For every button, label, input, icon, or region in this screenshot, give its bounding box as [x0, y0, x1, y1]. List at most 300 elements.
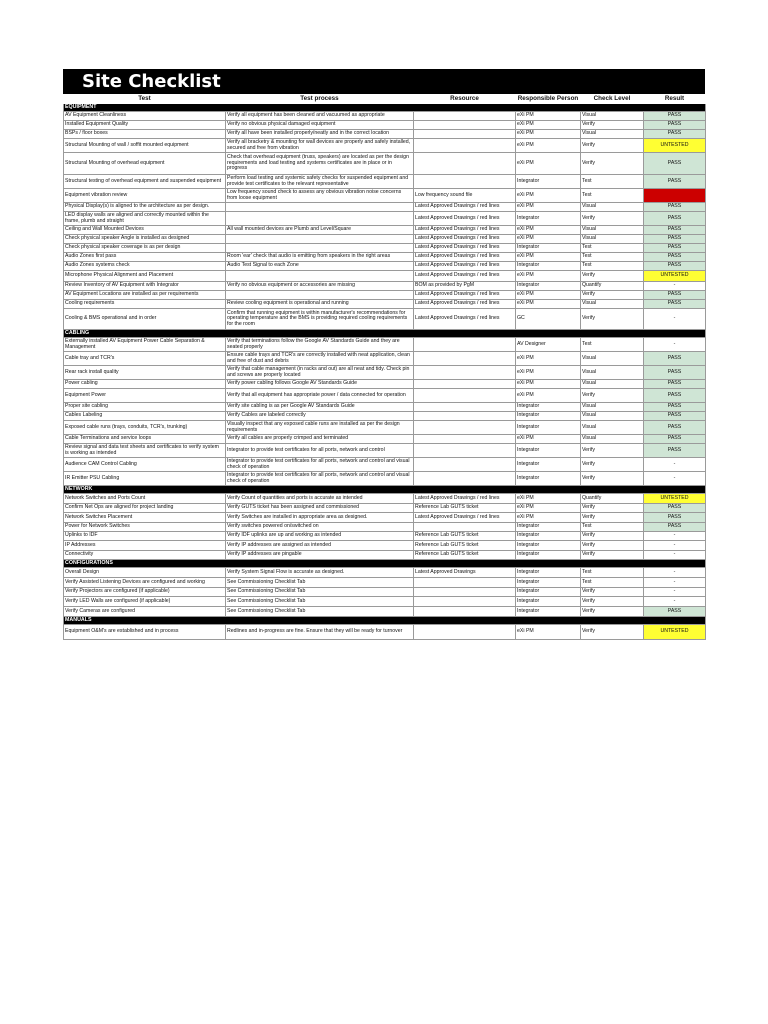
cell-result: PASS	[644, 380, 706, 389]
cell-test: Audio Zones first pass	[64, 253, 226, 262]
cell-test: Cable Terminations and service loops	[64, 435, 226, 444]
cell-resource: Latest Approved Drawings / red lines	[414, 494, 516, 504]
cell-check-level: Visual	[581, 435, 644, 444]
cell-result: PASS	[644, 203, 706, 212]
cell-test: Review signal and data test sheets and certificates to verify system is working as intended	[64, 444, 226, 458]
cell-test: Review Inventory of AV Equipment with Integrator	[64, 282, 226, 291]
cell-responsible-person: eXi PM	[516, 625, 581, 640]
cell-result: PASS	[644, 121, 706, 130]
cell-test-process: Audio Test Signal to each Zone	[226, 262, 414, 271]
cell-resource	[414, 121, 516, 130]
cell-result: PASS	[644, 235, 706, 244]
cell-test: Power for Network Switches	[64, 523, 226, 532]
cell-test-process: Review cooling equipment is operational and running	[226, 300, 414, 309]
cell-check-level: Verify	[581, 291, 644, 300]
site-checklist-sheet	[63, 69, 705, 640]
cell-responsible-person: Integrator	[516, 607, 581, 617]
cell-result: PASS	[644, 412, 706, 421]
cell-test: Exposed cable runs (trays, conduits, TCR's, trunking)	[64, 421, 226, 435]
cell-check-level: Visual	[581, 226, 644, 235]
cell-test-process	[226, 203, 414, 212]
table-row	[64, 568, 706, 578]
cell-result: -	[644, 578, 706, 588]
table-row	[64, 412, 706, 421]
cell-resource: Latest Approved Drawings / red lines	[414, 253, 516, 262]
cell-test: Verify Projectors are configured (if applicable)	[64, 588, 226, 597]
cell-resource: Reference Lab GUTS ticket	[414, 532, 516, 541]
cell-test-process: Room 'ear' check that audio is emitting from speakers in the right areas	[226, 253, 414, 262]
cell-responsible-person: Integrator	[516, 597, 581, 607]
col-header-test-process: Test process	[226, 95, 414, 104]
cell-responsible-person: eXi PM	[516, 139, 581, 153]
table-row	[64, 203, 706, 212]
table-row	[64, 235, 706, 244]
section-header-configurations	[64, 560, 706, 568]
cell-responsible-person: Integrator	[516, 403, 581, 412]
cell-check-level: Verify	[581, 597, 644, 607]
cell-resource	[414, 421, 516, 435]
cell-test: Cables Labeling	[64, 412, 226, 421]
cell-resource: Latest Approved Drawings / red lines	[414, 235, 516, 244]
cell-check-level: Verify	[581, 504, 644, 513]
cell-result: PASS	[644, 607, 706, 617]
cell-result: PASS	[644, 244, 706, 253]
cell-result: -	[644, 551, 706, 560]
cell-resource: Latest Approved Drawings / red lines	[414, 203, 516, 212]
table-row	[64, 309, 706, 330]
cell-resource	[414, 458, 516, 472]
cell-test: Network Switches Placement	[64, 513, 226, 523]
cell-check-level: Verify	[581, 588, 644, 597]
cell-result: PASS	[644, 366, 706, 380]
cell-result: PASS	[644, 504, 706, 513]
cell-responsible-person: eXi PM	[516, 352, 581, 366]
cell-resource: Latest Approved Drawings / red lines	[414, 271, 516, 282]
cell-result: PASS	[644, 226, 706, 235]
cell-resource	[414, 130, 516, 139]
cell-test-process: Confirm that running equipment is within manufacturer's recommendations for operating temperature and the BMS is providing required cooling requirements for the room	[226, 309, 414, 330]
cell-resource	[414, 578, 516, 588]
cell-test-process: Verify that terminations follow the Google AV Standards Guide and they are seated properly	[226, 338, 414, 352]
cell-test-process: Verify that all equipment has appropriate power / data connected for operation	[226, 389, 414, 403]
cell-test-process: Perform load testing and systemic safety checks for suspended equipment and provide test certificates to the relevant representative	[226, 175, 414, 189]
cell-responsible-person: eXi PM	[516, 235, 581, 244]
cell-responsible-person: Integrator	[516, 523, 581, 532]
cell-resource	[414, 588, 516, 597]
cell-result: UNTESTED	[644, 271, 706, 282]
cell-test: Ceiling and Wall Mounted Devices	[64, 226, 226, 235]
cell-test: Structural Mounting of overhead equipment	[64, 153, 226, 175]
cell-test-process: Visually inspect that any exposed cable runs are installed as per the design requirements	[226, 421, 414, 435]
checklist-table	[63, 94, 706, 640]
cell-check-level: Verify	[581, 532, 644, 541]
table-row	[64, 504, 706, 513]
table-row	[64, 532, 706, 541]
cell-result: PASS	[644, 435, 706, 444]
cell-test-process: Redlines and in-progress are fine. Ensure that they will be ready for turnover	[226, 625, 414, 640]
col-header-check-level: Check Level	[581, 95, 644, 104]
cell-test: Verify LED Walls are configured (if applicable)	[64, 597, 226, 607]
cell-check-level: Quantify	[581, 494, 644, 504]
cell-result: PASS	[644, 421, 706, 435]
cell-test-process: Verify Cables are labeled correctly	[226, 412, 414, 421]
cell-resource	[414, 139, 516, 153]
cell-resource: Latest Approved Drawings	[414, 568, 516, 578]
table-row	[64, 121, 706, 130]
cell-responsible-person: Integrator	[516, 472, 581, 486]
cell-check-level: Visual	[581, 421, 644, 435]
cell-result: -	[644, 568, 706, 578]
cell-test: Cable tray and TCR's	[64, 352, 226, 366]
cell-test-process: Ensure cable trays and TCR's are correctly installed with neat application, clean and free of dust and debris	[226, 352, 414, 366]
cell-test: Equipment O&M's are established and in process	[64, 625, 226, 640]
cell-resource: Reference Lab GUTS ticket	[414, 541, 516, 551]
cell-test-process	[226, 271, 414, 282]
cell-test: Connectivity	[64, 551, 226, 560]
cell-check-level: Verify	[581, 153, 644, 175]
cell-test: Network Switches and Ports Count	[64, 494, 226, 504]
table-row	[64, 112, 706, 121]
section-title: NETWORK	[64, 486, 706, 494]
table-row	[64, 253, 706, 262]
cell-test: Equipment vibration review	[64, 189, 226, 203]
table-row	[64, 494, 706, 504]
cell-test-process: Verify Count of quantities and ports is accurate as intended	[226, 494, 414, 504]
cell-result: -	[644, 472, 706, 486]
cell-responsible-person: eXi PM	[516, 189, 581, 203]
cell-check-level: Test	[581, 578, 644, 588]
cell-check-level: Visual	[581, 352, 644, 366]
cell-result: UNTESTED	[644, 494, 706, 504]
cell-responsible-person: eXi PM	[516, 300, 581, 309]
cell-test: Check physical speaker coverage is as per design	[64, 244, 226, 253]
cell-result: -	[644, 458, 706, 472]
sheet-title: Site Checklist	[63, 69, 705, 94]
table-row	[64, 523, 706, 532]
cell-result: PASS	[644, 300, 706, 309]
cell-test: Cooling requirements	[64, 300, 226, 309]
cell-test: Audio Zones systems check	[64, 262, 226, 271]
cell-resource	[414, 597, 516, 607]
cell-resource: Latest Approved Drawings / red lines	[414, 513, 516, 523]
cell-result: PASS	[644, 389, 706, 403]
table-row	[64, 262, 706, 271]
cell-resource: Latest Approved Drawings / red lines	[414, 244, 516, 253]
cell-resource: Reference Lab GUTS ticket	[414, 551, 516, 560]
table-row	[64, 597, 706, 607]
table-row	[64, 472, 706, 486]
col-header-test: Test	[64, 95, 226, 104]
table-row	[64, 153, 706, 175]
cell-responsible-person: Integrator	[516, 578, 581, 588]
cell-result: PASS	[644, 523, 706, 532]
table-row	[64, 403, 706, 412]
table-row	[64, 189, 706, 203]
cell-test: Physical Display(s) is aligned to the architecture as per design.	[64, 203, 226, 212]
cell-test-process	[226, 235, 414, 244]
cell-test: AV Equipment Cleanliness	[64, 112, 226, 121]
cell-test: Cooling & BMS operational and in order	[64, 309, 226, 330]
table-row	[64, 300, 706, 309]
table-row	[64, 389, 706, 403]
cell-resource: BOM as provided by PgM	[414, 282, 516, 291]
cell-check-level: Verify	[581, 472, 644, 486]
cell-resource: Latest Approved Drawings / red lines	[414, 262, 516, 271]
cell-check-level: Verify	[581, 309, 644, 330]
cell-test: Check physical speaker Angle is installed as designed	[64, 235, 226, 244]
cell-responsible-person: AV Designer	[516, 338, 581, 352]
table-row	[64, 607, 706, 617]
cell-test-process: See Commissioning Checklist Tab	[226, 607, 414, 617]
col-header-responsible-person: Responsible Person	[516, 95, 581, 104]
cell-test-process: Low frequency sound check to assess any obvious vibration noise concerns from loose equipment	[226, 189, 414, 203]
cell-test: LED display walls are aligned and correctly mounted within the frame, plumb and straight	[64, 212, 226, 226]
cell-test-process: Verify System Signal Flow is accurate as designed.	[226, 568, 414, 578]
cell-test-process: Integrator to provide test certificates for all ports, network and control and visual check of operation	[226, 472, 414, 486]
cell-test: Power cabling	[64, 380, 226, 389]
table-row	[64, 271, 706, 282]
cell-responsible-person: eXi PM	[516, 121, 581, 130]
table-row	[64, 338, 706, 352]
cell-resource: Reference Lab GUTS ticket	[414, 504, 516, 513]
cell-result: PASS	[644, 153, 706, 175]
cell-result: PASS	[644, 175, 706, 189]
cell-resource	[414, 153, 516, 175]
cell-check-level: Test	[581, 338, 644, 352]
cell-test: Uplinks to IDF	[64, 532, 226, 541]
cell-test-process: Integrator to provide test certificates for all ports, network and control	[226, 444, 414, 458]
cell-responsible-person: Integrator	[516, 282, 581, 291]
table-row	[64, 551, 706, 560]
cell-resource	[414, 112, 516, 121]
col-header-result: Result	[644, 95, 706, 104]
cell-test: Proper site cabling	[64, 403, 226, 412]
table-row	[64, 352, 706, 366]
cell-test-process: Verify GUTS ticket has been assigned and commissioned	[226, 504, 414, 513]
cell-test-process: Verify that cable management (in racks and out) are all neat and tidy. Check pin and screws are properly located	[226, 366, 414, 380]
cell-resource	[414, 366, 516, 380]
table-row	[64, 291, 706, 300]
cell-check-level: Test	[581, 189, 644, 203]
section-title: CABLING	[64, 330, 706, 338]
cell-test: Confirm Net Ops are aligned for project landing	[64, 504, 226, 513]
cell-check-level: Visual	[581, 130, 644, 139]
cell-resource	[414, 175, 516, 189]
cell-check-level: Verify	[581, 458, 644, 472]
table-row	[64, 244, 706, 253]
cell-result: PASS	[644, 212, 706, 226]
cell-result: UNTESTED	[644, 625, 706, 640]
cell-result: FAIL	[644, 189, 706, 203]
cell-check-level: Verify	[581, 541, 644, 551]
table-row	[64, 282, 706, 291]
header-row	[64, 95, 706, 104]
cell-check-level: Visual	[581, 412, 644, 421]
cell-check-level: Test	[581, 523, 644, 532]
cell-test-process: Check that overhead equipment (truss, speakers) are located as per the design requirements and load testing and systems certificates are in place or in progress	[226, 153, 414, 175]
cell-test-process	[226, 244, 414, 253]
cell-test: Structural testing of overhead equipment and suspended equipment	[64, 175, 226, 189]
cell-test-process: Verify Switches are installed in appropriate area as designed.	[226, 513, 414, 523]
cell-check-level: Visual	[581, 380, 644, 389]
section-title: EQUIPMENT	[64, 104, 706, 112]
col-header-resource: Resource	[414, 95, 516, 104]
cell-test-process: Verify no obvious physical damaged equipment	[226, 121, 414, 130]
cell-test-process: Verify no obvious equipment or accessories are missing	[226, 282, 414, 291]
cell-responsible-person: eXi PM	[516, 504, 581, 513]
cell-check-level: Visual	[581, 235, 644, 244]
cell-responsible-person: Integrator	[516, 541, 581, 551]
cell-resource: Latest Approved Drawings / red lines	[414, 300, 516, 309]
cell-test-process	[226, 291, 414, 300]
cell-result: -	[644, 597, 706, 607]
section-header-equipment	[64, 104, 706, 112]
cell-responsible-person: eXi PM	[516, 435, 581, 444]
table-row	[64, 513, 706, 523]
cell-test: Verify Cameras are configured	[64, 607, 226, 617]
cell-responsible-person: Integrator	[516, 588, 581, 597]
cell-result: -	[644, 282, 706, 291]
cell-responsible-person: Integrator	[516, 532, 581, 541]
cell-test-process: Verify all equipment has been cleaned and vacuumed as appropriate	[226, 112, 414, 121]
cell-result: PASS	[644, 444, 706, 458]
cell-result: PASS	[644, 253, 706, 262]
cell-test: Microphone Physical Alignment and Placement	[64, 271, 226, 282]
cell-test: IP Addresses	[64, 541, 226, 551]
cell-test: Audience CAM Control Cabling	[64, 458, 226, 472]
section-title: CONFIGURATIONS	[64, 560, 706, 568]
cell-responsible-person: eXi PM	[516, 291, 581, 300]
cell-result: PASS	[644, 291, 706, 300]
table-row	[64, 366, 706, 380]
cell-check-level: Test	[581, 568, 644, 578]
section-title: MANUALS	[64, 617, 706, 625]
cell-check-level: Verify	[581, 607, 644, 617]
cell-check-level: Quantify	[581, 282, 644, 291]
cell-test-process: Verify all bracketry & mounting for wall devices are properly and safely installed, secured and free from vibration	[226, 139, 414, 153]
cell-check-level: Verify	[581, 139, 644, 153]
table-row	[64, 458, 706, 472]
cell-test-process: Integrator to provide test certificates for all ports, network and control and visual check of operation	[226, 458, 414, 472]
cell-responsible-person: eXi PM	[516, 271, 581, 282]
cell-resource	[414, 607, 516, 617]
cell-resource	[414, 380, 516, 389]
cell-resource: Latest Approved Drawings / red lines	[414, 309, 516, 330]
section-header-cabling	[64, 330, 706, 338]
table-row	[64, 380, 706, 389]
cell-test-process: All wall mounted devices are Plumb and Level/Square	[226, 226, 414, 235]
cell-test-process	[226, 212, 414, 226]
cell-result: -	[644, 532, 706, 541]
cell-responsible-person: eXi PM	[516, 130, 581, 139]
table-row	[64, 212, 706, 226]
cell-result: PASS	[644, 352, 706, 366]
cell-test: AV Equipment Locations are installed as per requirements	[64, 291, 226, 300]
cell-responsible-person: eXi PM	[516, 494, 581, 504]
table-row	[64, 625, 706, 640]
table-row	[64, 444, 706, 458]
table-row	[64, 588, 706, 597]
cell-check-level: Test	[581, 244, 644, 253]
cell-check-level: Visual	[581, 366, 644, 380]
cell-result: -	[644, 541, 706, 551]
cell-responsible-person: Integrator	[516, 444, 581, 458]
cell-test-process: Verify IP addresses are assigned as intended	[226, 541, 414, 551]
table-row	[64, 139, 706, 153]
cell-test-process: Verify site cabling is as per Google AV Standards Guide	[226, 403, 414, 412]
cell-test: BSPs / floor boxes	[64, 130, 226, 139]
cell-test-process: See Commissioning Checklist Tab	[226, 588, 414, 597]
cell-responsible-person: eXi PM	[516, 226, 581, 235]
cell-responsible-person: Integrator	[516, 458, 581, 472]
cell-test: IR Emitter PSU Cabling	[64, 472, 226, 486]
cell-check-level: Test	[581, 175, 644, 189]
cell-check-level: Verify	[581, 271, 644, 282]
cell-responsible-person: eXi PM	[516, 389, 581, 403]
cell-check-level: Verify	[581, 625, 644, 640]
cell-test-process: Verify power cabling follows Google AV Standards Guide	[226, 380, 414, 389]
table-row	[64, 130, 706, 139]
cell-test-process: Verify IP addresses are pingable	[226, 551, 414, 560]
cell-check-level: Visual	[581, 403, 644, 412]
cell-check-level: Test	[581, 262, 644, 271]
cell-test-process: See Commissioning Checklist Tab	[226, 597, 414, 607]
cell-test: Overall Design	[64, 568, 226, 578]
cell-resource	[414, 444, 516, 458]
cell-responsible-person: eXi PM	[516, 366, 581, 380]
cell-check-level: Test	[581, 253, 644, 262]
cell-result: PASS	[644, 130, 706, 139]
cell-test: Installed Equipment Quality	[64, 121, 226, 130]
cell-resource: Latest Approved Drawings / red lines	[414, 226, 516, 235]
cell-test-process: Verify switches powered on/switched on	[226, 523, 414, 532]
cell-responsible-person: Integrator	[516, 262, 581, 271]
cell-test-process: Verify all cables are properly crimped and terminated	[226, 435, 414, 444]
cell-responsible-person: Integrator	[516, 421, 581, 435]
cell-check-level: Verify	[581, 444, 644, 458]
cell-responsible-person: eXi PM	[516, 380, 581, 389]
table-row	[64, 421, 706, 435]
cell-responsible-person: Integrator	[516, 244, 581, 253]
cell-test-process: Verify IDF uplinks are up and working as intended	[226, 532, 414, 541]
cell-responsible-person: Integrator	[516, 175, 581, 189]
cell-responsible-person: eXi PM	[516, 112, 581, 121]
cell-responsible-person: eXi PM	[516, 253, 581, 262]
cell-resource: Low frequency sound file	[414, 189, 516, 203]
cell-responsible-person: GC	[516, 309, 581, 330]
section-header-network	[64, 486, 706, 494]
table-row	[64, 541, 706, 551]
cell-result: PASS	[644, 403, 706, 412]
cell-test-process: See Commissioning Checklist Tab	[226, 578, 414, 588]
cell-responsible-person: eXi PM	[516, 203, 581, 212]
cell-resource	[414, 403, 516, 412]
cell-result: UNTESTED	[644, 139, 706, 153]
cell-check-level: Verify	[581, 513, 644, 523]
cell-check-level: Verify	[581, 121, 644, 130]
cell-check-level: Visual	[581, 300, 644, 309]
cell-test: Verify Assisted Listening Devices are configured and working	[64, 578, 226, 588]
cell-responsible-person: eXi PM	[516, 153, 581, 175]
cell-test: Structural Mounting of wall / soffit mounted equipment	[64, 139, 226, 153]
cell-test: Externally installed AV Equipment Power Cable Separation & Management	[64, 338, 226, 352]
cell-resource	[414, 389, 516, 403]
cell-resource	[414, 412, 516, 421]
cell-result: -	[644, 338, 706, 352]
cell-resource	[414, 435, 516, 444]
section-header-manuals	[64, 617, 706, 625]
cell-check-level: Visual	[581, 112, 644, 121]
